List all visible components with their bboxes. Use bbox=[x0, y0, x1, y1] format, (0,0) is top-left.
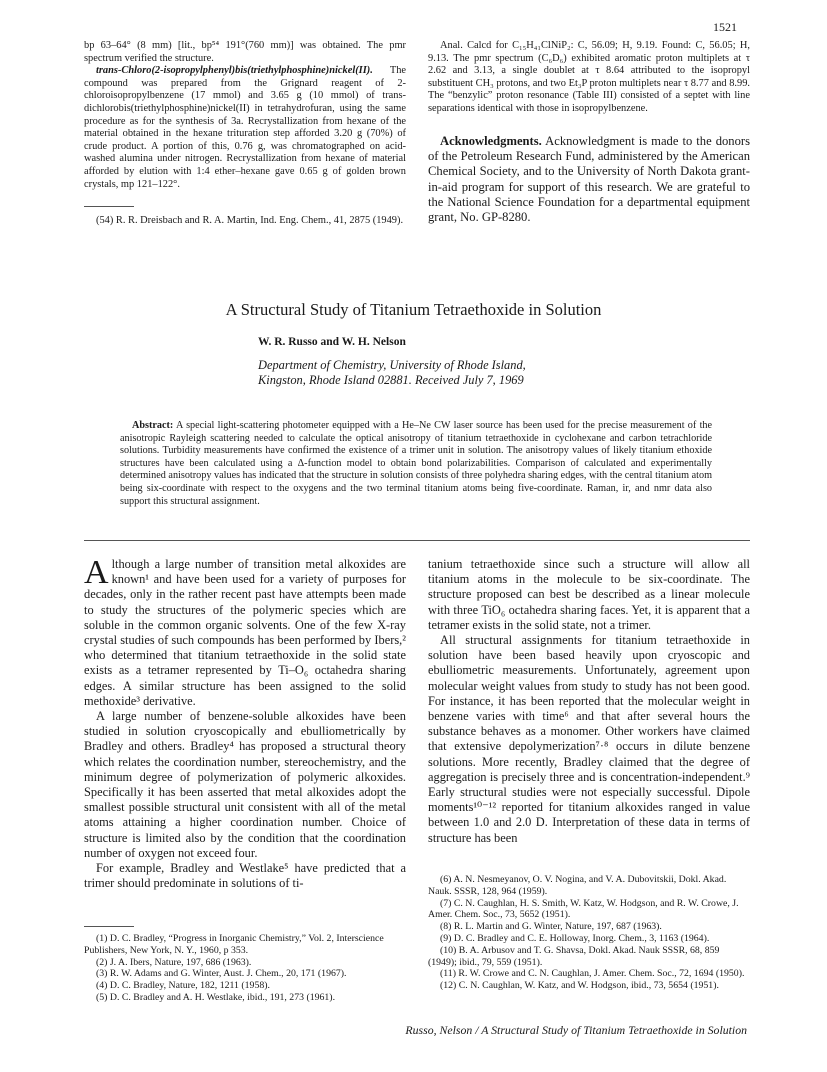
body-paragraph-2: A large number of benzene-soluble alkoxides have been studied in solution cryoscopically and ebulliometrically by Bradley and others. Bradley⁴ has proposed a structural theory which relates the coordination number, stereochemistry, and the minimum degree of polymerization of polymeric alkoxides. Specifically it has been asserted that metal alkoxides adopt the smallest possible structural unit consistent with all of the metal atoms attaining a higher coordination number. Choice of structure is limited also by the condition that the coordination number of oxygen not exceed four. bbox=[84, 709, 406, 860]
acknowledgments-text: Acknowledgment is made to the donors of the Petroleum Research Fund, administered by the American Chemical Society, and to the University of North Dakota grant-in-aid program for support of this research. We are grateful to the National Science Foundation for a departmental equipment grant, No. GP-8280. bbox=[428, 134, 750, 225]
abstract-label: Abstract: bbox=[132, 420, 174, 431]
drop-cap: A bbox=[84, 554, 109, 591]
abstract bbox=[120, 420, 712, 508]
experimental-paragraph-2 bbox=[84, 65, 406, 191]
article-authors: W. R. Russo and W. H. Nelson bbox=[258, 336, 406, 348]
article-affiliation bbox=[258, 358, 526, 388]
references-rule-left bbox=[84, 926, 134, 927]
analysis-paragraph: Anal. Calcd for C₁₅H₄₁ClNiP₂: C, 56.09; H, 9.19. Found: C, 56.05; H, 9.13. The pmr spectrum (C₆D₆) exhibited aromatic proton multiplets at τ 2.62 and 3.13, a single doublet at τ 8.64 attributed to the isopropyl substituent CH₃ protons, and two Et₃P proton multiplets near τ 8.77 and 8.99. The “benzylic” proton resonance (Table III) consisted of a septet with line separations identical with those in isopropylbenzene. bbox=[428, 40, 750, 114]
reference-item: (11) R. W. Crowe and C. N. Caughlan, J. Amer. Chem. Soc., 72, 1694 (1950). bbox=[440, 968, 745, 980]
reference-item: (2) J. A. Ibers, Nature, 197, 686 (1963). bbox=[96, 956, 252, 968]
reference-item: (10) B. A. Arbusov and T. G. Shavsa, Dokl. Akad. Nauk SSSR, 68, 859 (1949); ibid., 79, 559 (1951). bbox=[428, 944, 720, 968]
reference-item: (1) D. C. Bradley, “Progress in Inorganic Chemistry,” Vol. 2, Interscience Publishers, New York, N. Y., 1960, p 353. bbox=[84, 933, 384, 956]
experimental-paragraph: bp 63–64° (8 mm) [lit., bp⁵⁴ 191°(760 mm)] was obtained. The pmr spectrum verified the structure. bbox=[84, 40, 406, 64]
acknowledgments bbox=[428, 134, 750, 225]
affiliation-line-1: Department of Chemistry, University of Rhode Island, bbox=[258, 358, 526, 372]
reference-item: (12) C. N. Caughlan, W. Katz, and W. Hodgson, ibid., 73, 5654 (1951). bbox=[440, 980, 719, 992]
reference-item: (3) R. W. Adams and G. Winter, Aust. J. Chem., 20, 171 (1967). bbox=[96, 968, 347, 980]
reference-item: (7) C. N. Caughlan, H. S. Smith, W. Katz, W. Hodgson, and R. W. Crowe, J. Amer. Chem. Soc., 73, 5652 (1951). bbox=[428, 897, 739, 921]
reference-item: (5) D. C. Bradley and A. H. Westlake, ibid., 191, 273 (1961). bbox=[96, 991, 336, 1003]
running-footer: Russo, Nelson / A Structural Study of Titanium Tetraethoxide in Solution bbox=[405, 1023, 747, 1037]
references-right bbox=[428, 874, 750, 992]
body-paragraph-1 bbox=[84, 554, 406, 709]
footnote-54: (54) R. R. Dreisbach and R. A. Martin, Ind. Eng. Chem., 41, 2875 (1949). bbox=[96, 215, 404, 226]
body-paragraph-4: tanium tetraethoxide since such a structure will allow all titanium atoms in the molecule to be six-coordinate. The structure proposed can best be described as a linear molecule with three TiO₆ octahedra sharing faces. Yet, it is apparent that a tetramer exists in the solid state, not a trimer. bbox=[428, 557, 750, 632]
page-number: 1521 bbox=[713, 20, 737, 34]
acknowledgments-heading: Acknowledgments. bbox=[440, 134, 542, 148]
abstract-divider bbox=[84, 540, 750, 541]
reference-item: (6) A. N. Nesmeyanov, O. V. Nogina, and V. A. Dubovitskii, Dokl. Akad. Nauk. SSSR, 128, 964 (1959). bbox=[428, 874, 727, 897]
body-left-column bbox=[84, 554, 406, 891]
body-paragraph-3: For example, Bradley and Westlake⁵ have predicted that a trimer should predominate in solutions of ti- bbox=[84, 861, 406, 891]
body-paragraph-1-text: lthough a large number of transition metal alkoxides are known¹ and have been used for a variety of purposes for decades, only in the rather recent past have attempts been made to study the structures of the polymeric species which are soluble in the common organic solvents. One of the few X-ray crystal studies of such compounds has been performed by Ibers,² who determined that titanium tetraethoxide in the solid state exists as a tetramer represented by Ti–O₆ octahedra sharing edges. A similar structure has been assigned to the solid methoxide³ derivative. bbox=[84, 557, 406, 708]
affiliation-line-2: Kingston, Rhode Island 02881. Received July 7, 1969 bbox=[258, 373, 524, 387]
reference-item: (4) D. C. Bradley, Nature, 182, 1211 (1958). bbox=[96, 980, 270, 992]
body-paragraph-5: All structural assignments for titanium tetraethoxide in solution have been based heavily upon cryoscopic and ebulliometric measurements. Unfortunately, agreement upon molecular weight values from study to study has not been good. For instance, it has been reported that the molecular weight in benzene varies with time⁶ and that after several hours the substance behaves as a monomer. Other workers have claimed that extensive depolymerization⁷·⁸ occurs in dilute benzene solutions. More recently, Bradley claimed that the degree of aggregation is precisely three and is concentration-independent.⁹ Early structural studies were not especially successful. Dipole moments¹⁰⁻¹² reported for titanium alkoxides ranged in value between 1.0 and 2.0 D. Interpretation of these data in terms of structure has been bbox=[428, 633, 750, 845]
references-left bbox=[84, 933, 406, 1004]
footnote-rule bbox=[84, 206, 134, 207]
compound-heading: trans-Chloro(2-isopropylphenyl)bis(triethylphosphine)nickel(II). bbox=[96, 65, 373, 77]
compound-text: The compound was prepared from the Grignard reagent of 2-chloroisopropylbenzene (17 mmol) and 3.65 g (10 mmol) of trans-dichlorobis(triethylphosphine)nickel(II) in tetrahydrofuran, using the same procedure as for the synthesis of 3a. Recrystallization from hexane of the material obtained in the hexane trituration step afforded 3.20 g (70%) of crude product. A portion of this, 0.76 g, was chromatographed on acid-washed alumina under nitrogen. Recrystallization from hexane of material afforded by elution with 1:4 ether–hexane gave 0.65 g of golden brown crystals, mp 121–122°. bbox=[84, 65, 406, 190]
reference-item: (9) D. C. Bradley and C. E. Holloway, Inorg. Chem., 3, 1163 (1964). bbox=[440, 932, 710, 944]
previous-article-experimental bbox=[84, 40, 406, 191]
abstract-text: A special light-scattering photometer equipped with a He–Ne CW laser source has been used for the precise measurement of the anisotropic Rayleigh scattering needed to calculate the optical anisotropy of titanium tetraethoxide in cyclohexane and carbon tetrachloride solutions. Turbidity measurements have confirmed the existence of a trimer unit in solution. The anisotropy values of likely titanium ethoxide structures have been calculated using a Δ-function model to obtain bond polarizabilities. Comparison of calculated and experimentally determined anisotropy values has indicated that the structure in solution consists of three polyhedra sharing edges, with the central titanium atom being six-coordinate with respect to the oxygens and the two terminal titanium atoms being five-coordinate. Raman, ir, and nmr data also support this structural assignment. bbox=[120, 420, 713, 507]
reference-item: (8) R. L. Martin and G. Winter, Nature, 197, 687 (1963). bbox=[440, 921, 662, 933]
body-right-column bbox=[428, 557, 750, 846]
article-title: A Structural Study of Titanium Tetraethoxide in Solution bbox=[225, 300, 602, 319]
